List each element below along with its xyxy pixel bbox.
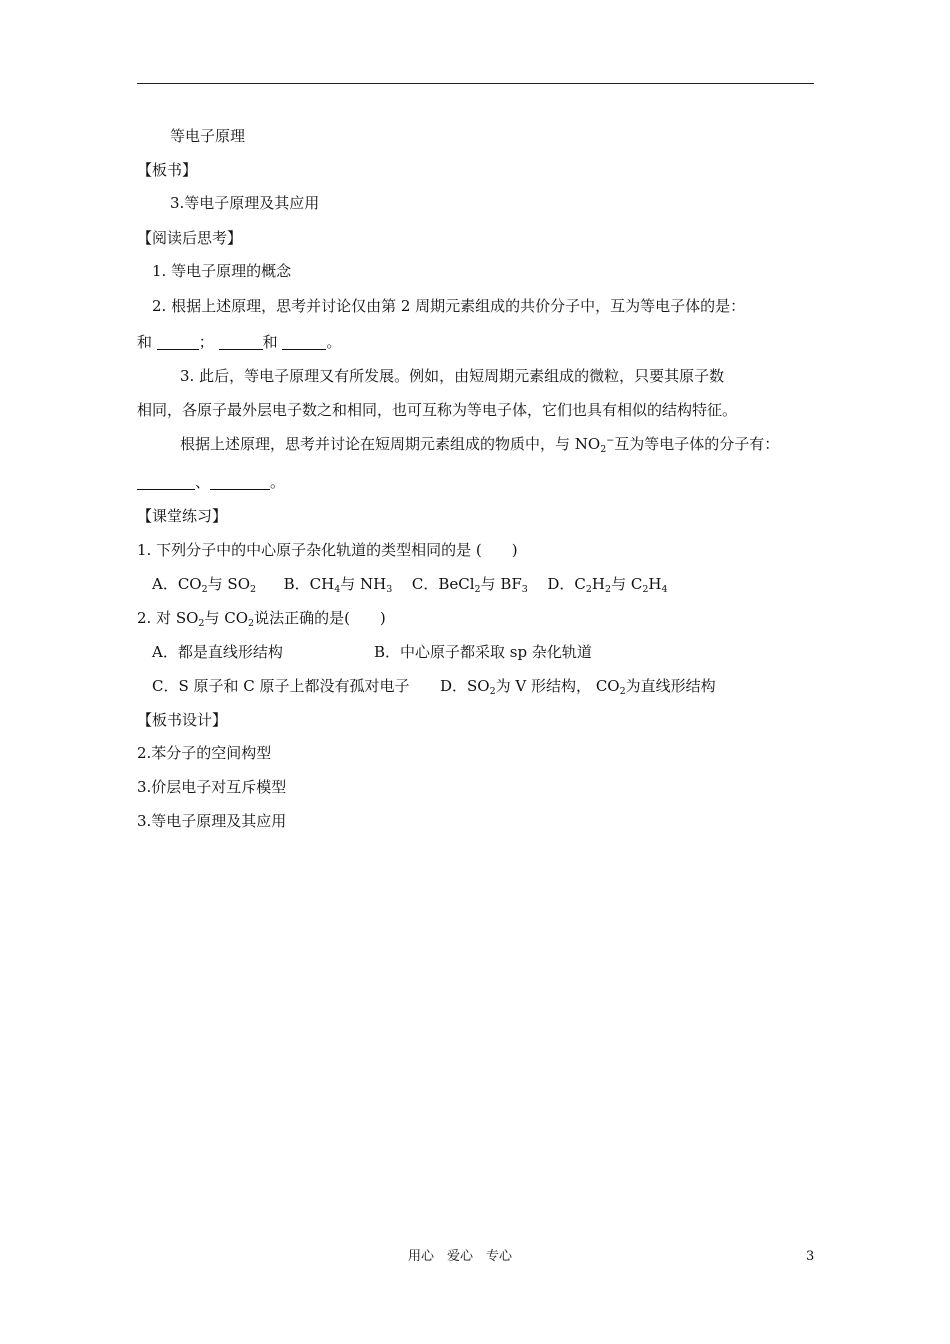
question-2: 2. 根据上述原理，思考并讨论仅由第 2 周期元素组成的共价分子中，互为等电子体的是： (152, 297, 746, 315)
option-d: D．$C_2H_2$与 $C_2H_4$ (547, 575, 668, 595)
footer-motto: 用心 爱心 专心 (408, 1249, 513, 1264)
answer-blank (219, 335, 263, 350)
topic-line: 等电子原理 (170, 127, 246, 145)
answer-blank (210, 475, 270, 490)
option-c: C．BeCl$_2$与 $BF_3$ (411, 575, 528, 595)
question-3-continued: 相同，各原子最外层电子数之和相同，也可互称为等电子体，它们也具有相似的结构特征。 (137, 401, 738, 419)
header-rule (137, 83, 814, 84)
exercise-2-option-d: D．$SO_2$为 V 形结构， $CO_2$为直线形结构 (440, 677, 716, 697)
design-item: 3.等电子原理及其应用 (137, 812, 287, 830)
option-b: B．$CH_4$与 $NH_3$ (283, 575, 393, 595)
molecule-blanks-line: 、 。 (137, 472, 285, 492)
question-1: 1. 等电子原理的概念 (152, 262, 292, 280)
page-number: 3 (806, 1249, 815, 1264)
board-item: 3.等电子原理及其应用 (170, 194, 320, 212)
answer-blanks-line: 和 ； 和 。 (137, 333, 342, 351)
exercise-1: 1. 下列分子中的中心原子杂化轨道的类型相同的是 ( ) (137, 541, 518, 559)
exercise-1-options (152, 574, 668, 594)
exercise-2-option-c: C．S 原子和 C 原子上都没有孤对电子 (152, 677, 410, 695)
design-item: 3.价层电子对互斥模型 (137, 778, 287, 796)
exercise-2: 2. 对 $SO_2$与 $CO_2$说法正确的是( ) (137, 609, 386, 629)
section-heading-design: 【板书设计】 (137, 711, 228, 729)
answer-blank (137, 475, 195, 490)
exercise-2-option-b: B．中心原子都采取 sp 杂化轨道 (374, 643, 592, 661)
option-a: A．$CO_2$与 $SO_2$ (152, 575, 257, 595)
section-heading-practice: 【课堂练习】 (137, 507, 228, 525)
question-3-prompt: 根据上述原理，思考并讨论在短周期元素组成的物质中，与 $NO_2^-$互为等电子体的分子有： (180, 435, 780, 455)
section-heading-board: 【板书】 (137, 161, 198, 179)
answer-blank (157, 335, 199, 350)
question-3: 3. 此后，等电子原理又有所发展。例如，由短周期元素组成的微粒，只要其原子数 (180, 367, 725, 385)
exercise-2-option-a: A．都是直线形结构 (152, 643, 283, 661)
section-heading-reading: 【阅读后思考】 (137, 229, 243, 247)
answer-blank (282, 335, 326, 350)
design-item: 2.苯分子的空间构型 (137, 744, 272, 762)
